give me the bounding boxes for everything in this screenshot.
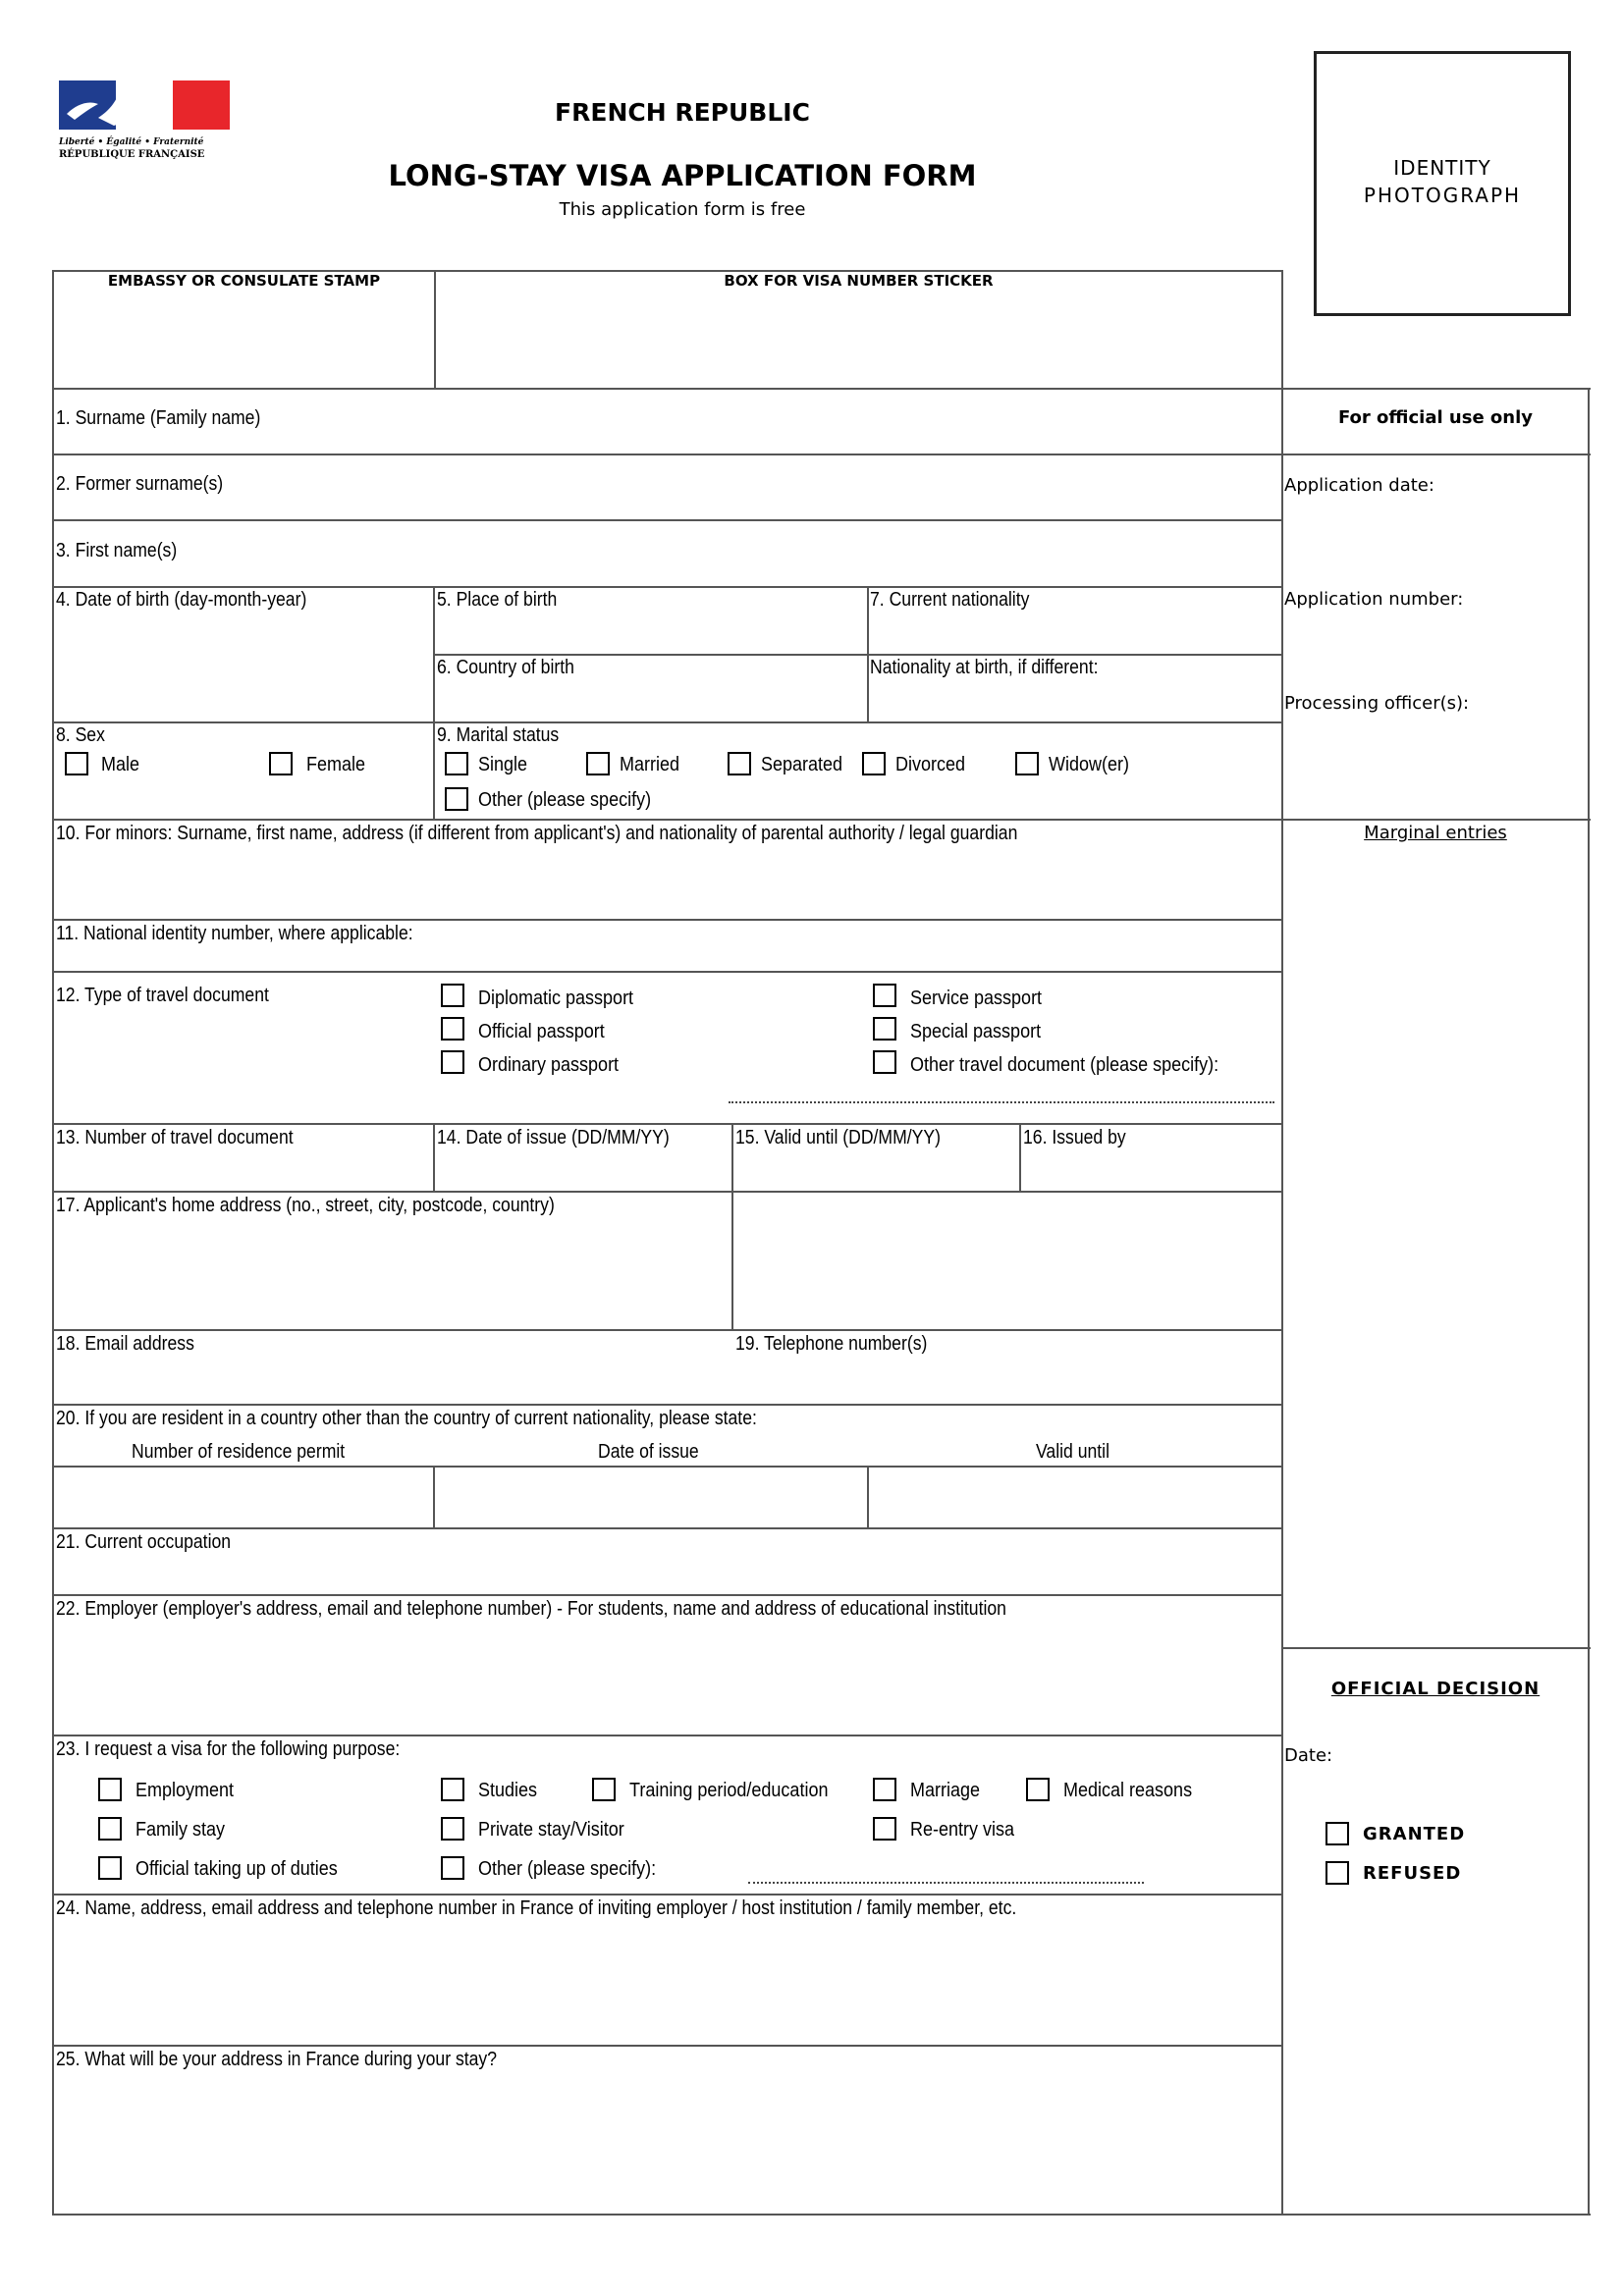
country-heading: FRENCH REPUBLIC	[555, 98, 810, 127]
visa-purpose-label: 23. I request a visa for the following purpose:	[56, 1738, 401, 1760]
option-private-stay: Private stay/Visitor	[478, 1819, 624, 1841]
home-address-label: 17. Applicant's home address (no., street, city, postcode, country)	[56, 1195, 555, 1216]
surname-label: 1. Surname (Family name)	[56, 407, 261, 429]
checkbox-family-stay[interactable]	[98, 1817, 122, 1841]
option-studies: Studies	[478, 1780, 538, 1801]
official-decision-title: OFFICIAL DECISION	[1330, 1679, 1541, 1699]
residence-valid-until-label: Valid until	[1036, 1441, 1110, 1463]
option-medical-reasons: Medical reasons	[1063, 1780, 1193, 1801]
application-number-label: Application number:	[1284, 589, 1464, 610]
refused-label: REFUSED	[1363, 1863, 1462, 1884]
employer-label: 22. Employer (employer's address, email and telephone number) - For students, name and address of educational institution	[56, 1598, 1006, 1620]
checkbox-separated[interactable]	[728, 752, 751, 775]
checkbox-official-passport[interactable]	[441, 1017, 464, 1041]
checkbox-employment[interactable]	[98, 1778, 122, 1801]
checkbox-purpose-other[interactable]	[441, 1856, 464, 1880]
option-re-entry-visa: Re-entry visa	[910, 1819, 1015, 1841]
checkbox-widower[interactable]	[1015, 752, 1039, 775]
date-of-issue-label: 14. Date of issue (DD/MM/YY)	[437, 1127, 670, 1148]
visa-sticker-box: BOX FOR VISA NUMBER STICKER	[724, 272, 994, 290]
checkbox-service-passport[interactable]	[873, 984, 896, 1007]
checkbox-re-entry-visa[interactable]	[873, 1817, 896, 1841]
option-training: Training period/education	[629, 1780, 829, 1801]
current-occupation-label: 21. Current occupation	[56, 1531, 232, 1553]
option-single: Single	[478, 754, 528, 775]
logo-motto: Liberté • Égalité • Fraternité	[59, 137, 204, 147]
option-married: Married	[620, 754, 680, 775]
option-official-passport: Official passport	[478, 1021, 605, 1042]
option-divorced: Divorced	[895, 754, 966, 775]
date-of-birth-label: 4. Date of birth (day-month-year)	[56, 589, 307, 611]
checkbox-diplomatic-passport[interactable]	[441, 984, 464, 1007]
checkbox-ordinary-passport[interactable]	[441, 1050, 464, 1074]
checkbox-other-travel-document[interactable]	[873, 1050, 896, 1074]
checkbox-medical-reasons[interactable]	[1026, 1778, 1050, 1801]
granted-label: GRANTED	[1363, 1824, 1466, 1844]
option-other-travel-document: Other travel document (please specify):	[910, 1054, 1219, 1076]
processing-officer-label: Processing officer(s):	[1284, 693, 1470, 714]
national-id-label: 11. National identity number, where applicable:	[56, 923, 413, 944]
marianne-flag-icon	[59, 80, 231, 130]
email-address-label: 18. Email address	[56, 1333, 194, 1355]
decision-date-label: Date:	[1284, 1745, 1333, 1766]
checkbox-marriage[interactable]	[873, 1778, 896, 1801]
page-subtitle: This application form is free	[559, 199, 806, 220]
travel-document-number-label: 13. Number of travel document	[56, 1127, 294, 1148]
checkbox-private-stay[interactable]	[441, 1817, 464, 1841]
travel-document-type-label: 12. Type of travel document	[56, 985, 269, 1006]
current-nationality-label: 7. Current nationality	[870, 589, 1030, 611]
option-special-passport: Special passport	[910, 1021, 1042, 1042]
option-diplomatic-passport: Diplomatic passport	[478, 988, 634, 1009]
identity-photograph-box	[1314, 51, 1571, 316]
option-ordinary-passport: Ordinary passport	[478, 1054, 620, 1076]
photo-label-line1: IDENTITY	[1393, 156, 1491, 180]
inviting-party-label: 24. Name, address, email address and telephone number in France of inviting employer / host institution / family member, etc.	[56, 1897, 1017, 1919]
checkbox-official-duties[interactable]	[98, 1856, 122, 1880]
option-employment: Employment	[135, 1780, 235, 1801]
republique-logo	[59, 80, 231, 169]
nationality-at-birth-label: Nationality at birth, if different:	[870, 657, 1099, 678]
option-male: Male	[101, 754, 140, 775]
option-marital-other: Other (please specify)	[478, 789, 652, 811]
first-names-label: 3. First name(s)	[56, 540, 178, 561]
france-address-label: 25. What will be your address in France during your stay?	[56, 2049, 498, 2070]
other-travel-document-field[interactable]	[729, 1101, 1274, 1103]
option-marriage: Marriage	[910, 1780, 981, 1801]
checkbox-training[interactable]	[592, 1778, 616, 1801]
embassy-stamp-box: EMBASSY OR CONSULATE STAMP	[107, 272, 381, 290]
checkbox-marital-other[interactable]	[445, 787, 468, 811]
residence-question-label: 20. If you are resident in a country other than the country of current nationality, please state:	[56, 1408, 757, 1429]
option-purpose-other: Other (please specify):	[478, 1858, 657, 1880]
option-service-passport: Service passport	[910, 988, 1043, 1009]
checkbox-studies[interactable]	[441, 1778, 464, 1801]
issued-by-label: 16. Issued by	[1023, 1127, 1126, 1148]
minors-guardian-label: 10. For minors: Surname, first name, address (if different from applicant's) and nationality of parental authority / legal guardian	[56, 823, 1018, 844]
page-title: LONG-STAY VISA APPLICATION FORM	[388, 159, 977, 192]
checkbox-granted[interactable]	[1325, 1822, 1349, 1845]
purpose-other-field[interactable]	[748, 1882, 1144, 1884]
checkbox-single[interactable]	[445, 752, 468, 775]
option-official-duties: Official taking up of duties	[135, 1858, 338, 1880]
option-separated: Separated	[761, 754, 843, 775]
telephone-label: 19. Telephone number(s)	[735, 1333, 928, 1355]
application-date-label: Application date:	[1284, 475, 1434, 496]
checkbox-female[interactable]	[269, 752, 293, 775]
marginal-entries-label: Marginal entries	[1364, 823, 1507, 843]
former-surname-label: 2. Former surname(s)	[56, 473, 224, 495]
valid-until-label: 15. Valid until (DD/MM/YY)	[735, 1127, 941, 1148]
residence-date-of-issue-label: Date of issue	[598, 1441, 699, 1463]
residence-permit-number-label: Number of residence permit	[132, 1441, 346, 1463]
logo-name: RÉPUBLIQUE FRANÇAISE	[59, 149, 205, 160]
photo-label-line2: PHOTOGRAPH	[1363, 184, 1522, 207]
option-family-stay: Family stay	[135, 1819, 226, 1841]
sex-label: 8. Sex	[56, 724, 105, 746]
option-widower: Widow(er)	[1049, 754, 1130, 775]
checkbox-married[interactable]	[586, 752, 610, 775]
checkbox-refused[interactable]	[1325, 1861, 1349, 1885]
checkbox-male[interactable]	[65, 752, 88, 775]
marital-status-label: 9. Marital status	[437, 724, 560, 746]
checkbox-divorced[interactable]	[862, 752, 886, 775]
country-of-birth-label: 6. Country of birth	[437, 657, 574, 678]
place-of-birth-label: 5. Place of birth	[437, 589, 558, 611]
checkbox-special-passport[interactable]	[873, 1017, 896, 1041]
option-female: Female	[306, 754, 366, 775]
official-use-title: For official use only	[1337, 407, 1534, 428]
